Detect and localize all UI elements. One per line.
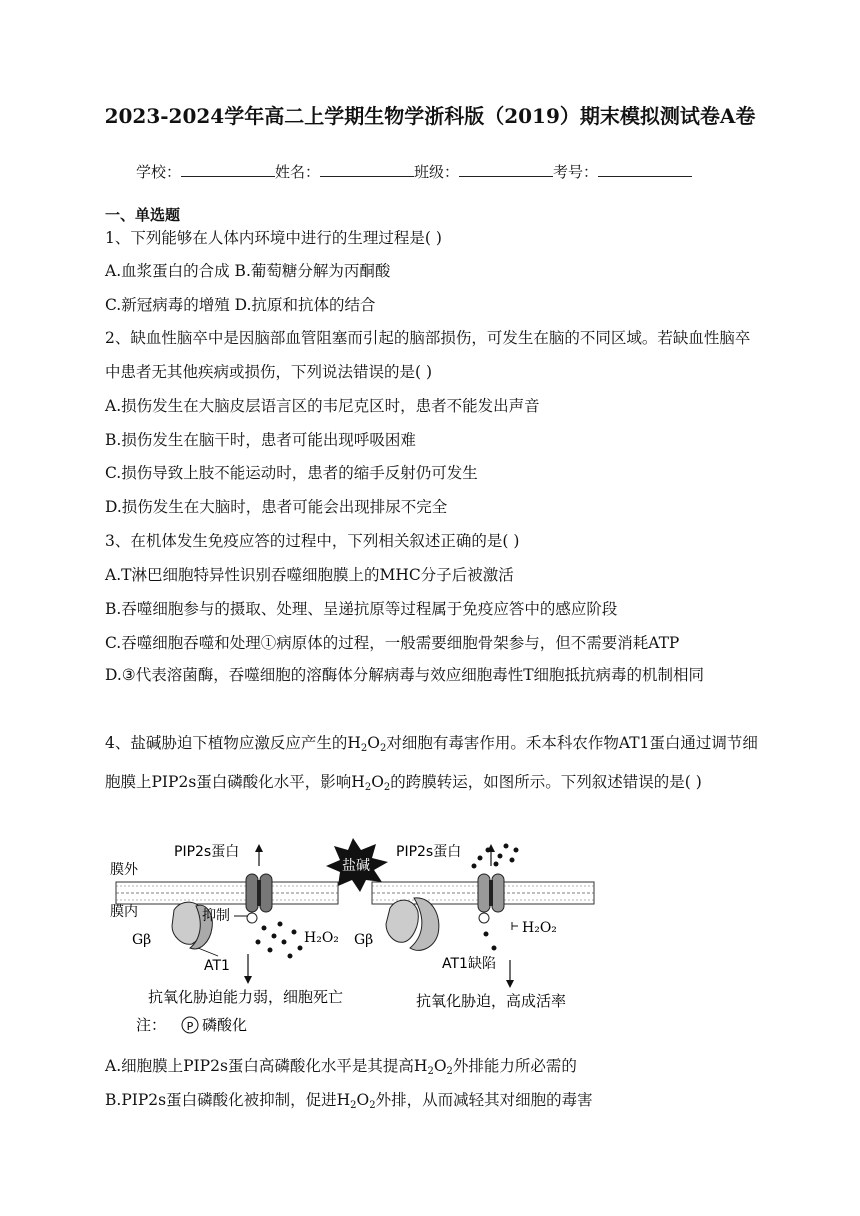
q2-option-d: D.损伤发生在大脑时，患者可能会出现排尿不完全	[105, 498, 448, 516]
q3-option-a: A.T淋巴细胞特异性识别吞噬细胞膜上的MHC分子后被激活	[105, 566, 514, 584]
q1-options-ab: A.血浆蛋白的合成 B.葡萄糖分解为丙酮酸	[105, 262, 391, 280]
pip2s-channel-left	[246, 874, 272, 923]
pip2s-channel-right	[478, 874, 504, 923]
q3-stem: 3、在机体发生免疫应答的过程中，下列相关叙述正确的是( )	[105, 532, 520, 550]
h2o2-dots-outside-right	[472, 844, 519, 869]
result-right-label: 抗氧化胁迫，高成活率	[416, 992, 567, 1010]
at1-defect-label: AT1缺陷	[442, 956, 496, 972]
q2-option-b: B.损伤发生在脑干时，患者可能出现呼吸困难	[105, 431, 416, 449]
class-blank[interactable]	[459, 162, 553, 177]
q4-option-a: A.细胞膜上PIP2s蛋白高磷酸化水平是其提高$H_2O_2$外排能力所必需的	[105, 1057, 577, 1077]
g-beta-shape-right	[386, 900, 418, 942]
note-label: 注：	[136, 1016, 167, 1034]
h2o2-dots-inside-left	[256, 922, 303, 959]
school-label: 学校：	[136, 163, 182, 181]
inside-label: 膜内	[110, 904, 138, 920]
membrane-diagram	[108, 836, 598, 1036]
note-text: 磷酸化	[202, 1016, 248, 1034]
exam-number-blank[interactable]	[598, 162, 692, 177]
q3-option-d: D.③代表溶菌酶，吞噬细胞的溶酶体分解病毒与效应细胞毒性T细胞抵抗病毒的机制相同	[105, 666, 705, 684]
exam-number-label: 考号：	[553, 163, 599, 181]
pip2s-label-right: PIP2s蛋白	[396, 844, 462, 860]
q4-stem: 4、盐碱胁迫下植物应激反应产生的$H_2O_2$对细胞有毒害作用。禾本科农作物AT1蛋白通过调节细胞膜上PIP2s蛋白磷酸化水平，影响$H_2O_2$的跨膜转运，如图所示。下列叙述错误的是( )	[105, 734, 758, 793]
q2-option-c: C.损伤导致上肢不能运动时，患者的缩手反射仍可发生	[105, 464, 478, 482]
pip2s-label-left: PIP2s蛋白	[174, 844, 240, 860]
page-title: 2023-2024学年高二上学期生物学浙科版（2019）期末模拟测试卷A卷	[104, 104, 756, 128]
student-info-row	[136, 162, 692, 182]
membrane-left	[116, 882, 338, 904]
outside-label: 膜外	[110, 862, 138, 878]
q4-option-b: B.PIP2s蛋白磷酸化被抑制，促进$H_2O_2$外排，从而减轻其对细胞的毒害	[105, 1091, 593, 1111]
q2-stem: 2、缺血性脑卒中是因脑部血管阻塞而引起的脑部损伤，可发生在脑的不同区域。若缺血性脑卒中患者无其他疾病或损伤，下列说法错误的是( )	[105, 329, 751, 381]
q2-option-a: A.损伤发生在大脑皮层语言区的韦尼克区时，患者不能发出声音	[105, 397, 540, 415]
g-beta-label-right: Gβ	[354, 932, 374, 948]
h2o2-label-left: H₂O₂	[304, 930, 339, 946]
q1-stem: 1、下列能够在人体内环境中进行的生理过程是( )	[105, 229, 442, 247]
h2o2-label-right: H₂O₂	[522, 920, 557, 936]
inhibit-label: 抑制	[202, 908, 230, 924]
section-heading: 一、单选题	[105, 206, 181, 224]
h2o2-dots-inside-right	[484, 932, 497, 951]
at1-label: AT1	[204, 958, 230, 974]
class-label: 班级：	[414, 163, 460, 181]
salt-label: 盐碱	[342, 858, 370, 874]
school-blank[interactable]	[181, 162, 275, 177]
phosphate-symbol: P	[186, 1020, 194, 1033]
q3-option-c: C.吞噬细胞吞噬和处理①病原体的过程，一般需要细胞骨架参与，但不需要消耗ATP	[105, 634, 680, 652]
g-beta-label-left: Gβ	[132, 932, 152, 948]
name-label: 姓名：	[275, 163, 321, 181]
name-blank[interactable]	[320, 162, 414, 177]
q3-option-b: B.吞噬细胞参与的摄取、处理、呈递抗原等过程属于免疫应答中的感应阶段	[105, 600, 618, 618]
result-left-label: 抗氧化胁迫能力弱，细胞死亡	[148, 988, 344, 1006]
q1-options-cd: C.新冠病毒的增殖 D.抗原和抗体的结合	[105, 296, 376, 314]
